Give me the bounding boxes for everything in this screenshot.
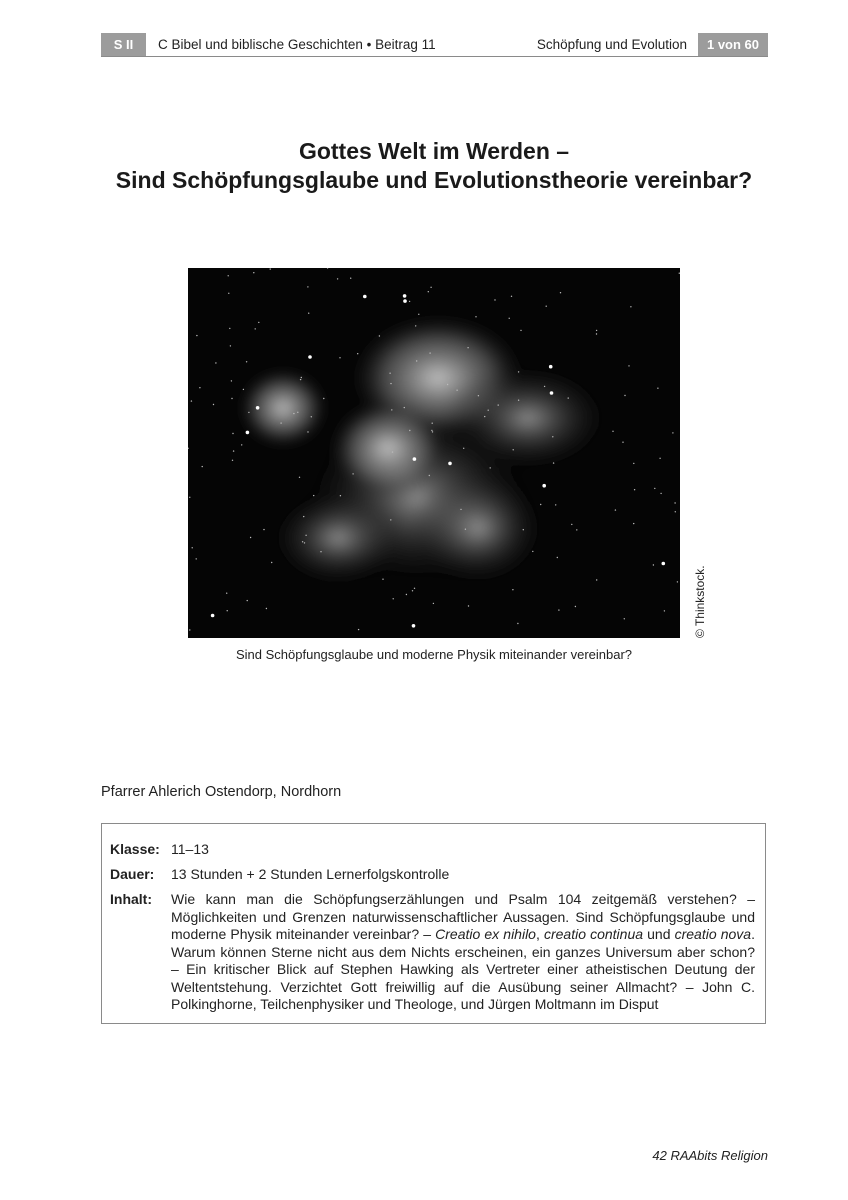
star — [266, 608, 267, 609]
page-header — [101, 33, 768, 57]
star — [363, 295, 367, 299]
star — [390, 383, 391, 384]
star — [418, 314, 419, 315]
klasse-label: Klasse: — [110, 841, 160, 857]
star — [571, 524, 572, 525]
star — [431, 430, 432, 431]
star — [511, 296, 512, 297]
star — [199, 387, 200, 388]
star — [379, 335, 380, 336]
star — [544, 386, 545, 387]
star — [517, 623, 518, 624]
star — [226, 593, 227, 594]
star — [498, 404, 499, 405]
star — [429, 475, 430, 476]
star — [229, 328, 230, 329]
star — [467, 347, 468, 348]
star — [447, 384, 448, 385]
klasse-value: 11–13 — [171, 841, 209, 857]
star — [463, 448, 464, 449]
star — [232, 460, 233, 461]
star — [633, 463, 634, 464]
star — [307, 286, 308, 287]
star — [513, 449, 514, 450]
star — [308, 313, 309, 314]
star — [624, 618, 625, 619]
star — [243, 389, 244, 390]
star — [596, 330, 597, 331]
title-line-1: Gottes Welt im Werden – — [298, 138, 570, 164]
star — [202, 466, 203, 467]
star — [305, 535, 306, 536]
star — [550, 391, 554, 395]
star — [270, 268, 271, 269]
star — [196, 558, 197, 559]
star — [228, 293, 229, 294]
star — [672, 432, 673, 433]
star — [263, 529, 264, 530]
star — [189, 497, 190, 498]
star — [660, 493, 661, 494]
star — [403, 299, 407, 303]
star — [448, 462, 452, 466]
star — [340, 495, 341, 496]
star — [677, 581, 678, 582]
star — [490, 467, 491, 468]
star — [304, 542, 305, 543]
image-caption: Sind Schöpfungsglaube und moderne Physik miteinander vereinbar? — [235, 647, 633, 662]
star — [520, 330, 521, 331]
star — [484, 416, 485, 417]
star — [246, 431, 250, 435]
star — [308, 355, 312, 359]
star — [241, 444, 242, 445]
star — [615, 509, 616, 510]
star — [664, 610, 665, 611]
star — [628, 365, 629, 366]
topic-title: Schöpfung und Evolution — [536, 37, 687, 52]
star — [390, 519, 391, 520]
star — [393, 598, 394, 599]
star — [546, 306, 547, 307]
star — [311, 416, 312, 417]
star — [357, 353, 358, 354]
star — [622, 442, 623, 443]
star — [512, 589, 513, 590]
star — [271, 562, 272, 563]
star — [494, 299, 495, 300]
star — [213, 404, 214, 405]
star — [247, 600, 248, 601]
page-footer: 42 RAAbits Religion — [652, 1148, 768, 1163]
star — [560, 292, 561, 293]
star — [415, 325, 416, 326]
star — [633, 523, 634, 524]
star — [568, 397, 569, 398]
star — [634, 489, 635, 490]
star — [313, 495, 314, 496]
star — [191, 400, 192, 401]
star — [196, 335, 197, 336]
star — [280, 422, 281, 423]
star — [339, 357, 340, 358]
title-line-2: Sind Schöpfungsglaube und Evolutionstheorie vereinbar? — [115, 167, 753, 193]
section-title: C Bibel und biblische Geschichten • Beitrag 11 — [158, 37, 436, 52]
star — [232, 433, 233, 434]
star — [382, 579, 383, 580]
star — [552, 436, 553, 437]
inhalt-value: Wie kann man die Schöpfungserzählungen und Psalm 104 zeitgemäß verstehen? – Möglichkeiten und Grenzen naturwissenschaftlicher Aussagen. Sind Schöpfungsglaube und moderne Physik miteinander vereinbar? – Creatio ex nihilo, creatio continua und creatio nova. Warum können Sterne nicht aus dem Nichts erscheinen, ein ganzes Universum aber schon? – Ein kritischer Blick auf Stephen Hawking als Vertreter einer atheistischen Deutung der Weltentstehung. Verzichtet Gott freiwillig auf die Ausübung seiner Allmacht? – John C. Polkinghorne, Teilchenphysiker und Theologe, und Jürgen Moltmann im Disput — [171, 891, 755, 1012]
document-title — [0, 137, 848, 195]
star — [475, 316, 476, 317]
star — [549, 365, 553, 369]
star — [391, 409, 392, 410]
star — [409, 430, 410, 431]
dauer-value: 13 Stunden + 2 Stunden Lernerfolgskontrolle — [171, 866, 450, 882]
star — [630, 306, 631, 307]
star — [542, 484, 546, 488]
star — [456, 390, 457, 391]
star — [432, 431, 433, 432]
star — [518, 371, 519, 372]
star — [433, 603, 434, 604]
star — [478, 395, 479, 396]
nebula-image — [188, 268, 680, 638]
star — [228, 275, 229, 276]
star — [654, 488, 655, 489]
star — [406, 594, 407, 595]
star — [231, 398, 232, 399]
star — [297, 412, 298, 413]
star — [657, 388, 658, 389]
star — [293, 413, 294, 414]
star — [392, 451, 393, 452]
star — [302, 541, 303, 542]
star — [540, 504, 541, 505]
inhalt-label: Inhalt: — [110, 891, 152, 907]
star — [255, 328, 256, 329]
page-indicator: 1 von 60 — [698, 33, 768, 56]
star — [409, 301, 410, 302]
star — [358, 629, 359, 630]
star — [430, 287, 431, 288]
star — [233, 450, 234, 451]
nebula-illustration — [188, 268, 680, 638]
star — [674, 502, 675, 503]
star — [596, 333, 597, 334]
star — [468, 605, 469, 606]
star — [350, 278, 351, 279]
star — [488, 410, 489, 411]
star — [320, 551, 321, 552]
star — [211, 614, 215, 618]
level-badge: S II — [101, 33, 146, 56]
star — [404, 407, 405, 408]
star — [215, 362, 216, 363]
star — [416, 360, 417, 361]
star — [414, 588, 415, 589]
star — [248, 412, 249, 413]
star — [256, 406, 260, 410]
star — [258, 322, 259, 323]
star — [576, 529, 577, 530]
star — [403, 294, 407, 298]
star — [303, 516, 304, 517]
star — [465, 529, 466, 530]
star — [429, 352, 430, 353]
star — [412, 590, 413, 591]
star — [323, 398, 324, 399]
star — [352, 473, 353, 474]
star — [675, 511, 676, 512]
star — [189, 629, 190, 630]
star — [509, 318, 510, 319]
star — [558, 609, 559, 610]
star — [557, 557, 558, 558]
star — [460, 509, 461, 510]
star — [253, 272, 254, 273]
info-box — [101, 823, 766, 1024]
star — [553, 462, 554, 463]
star — [612, 431, 613, 432]
star — [192, 547, 193, 548]
star — [679, 273, 680, 274]
star — [230, 345, 231, 346]
star — [337, 278, 338, 279]
star — [250, 537, 251, 538]
star — [227, 610, 228, 611]
star — [555, 504, 556, 505]
star — [518, 400, 519, 401]
star — [299, 477, 300, 478]
image-credit: © Thinkstock. — [693, 565, 707, 638]
star — [413, 457, 417, 461]
star — [301, 377, 302, 378]
star — [653, 564, 654, 565]
star — [428, 291, 429, 292]
star — [596, 579, 597, 580]
dauer-label: Dauer: — [110, 866, 155, 882]
star — [432, 423, 433, 424]
star — [300, 379, 301, 380]
star — [532, 551, 533, 552]
star — [523, 529, 524, 530]
star — [662, 562, 666, 566]
star — [389, 373, 390, 374]
star — [412, 624, 416, 628]
star — [575, 606, 576, 607]
author-line: Pfarrer Ahlerich Ostendorp, Nordhorn — [101, 784, 342, 800]
star — [246, 361, 247, 362]
star — [307, 431, 308, 432]
star — [659, 458, 660, 459]
star — [624, 395, 625, 396]
star — [231, 380, 232, 381]
